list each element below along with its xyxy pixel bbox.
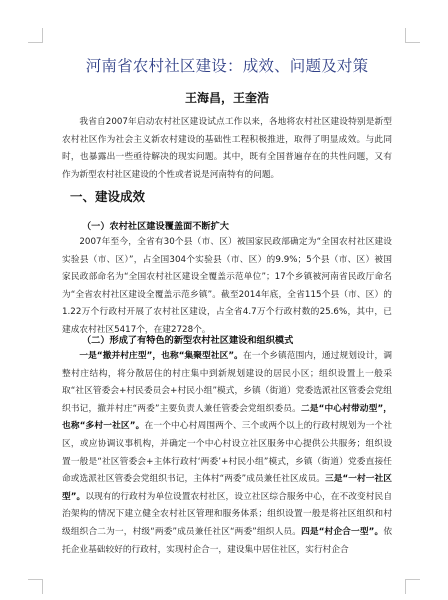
- paragraph-models: [62, 348, 392, 559]
- model-1-text: 在一个乡镇范围内，通过规划设计，调整村庄结构，将分散居住的村庄集中到新规划建设的居民小区；组织设置上一般采取“社区管委会+村民委员会+村民小组”模式，乡镇（街道）党委选派社区管委会党组织书记，撤并村庄“两委”主要负责人兼任管委会党组织委员。: [62, 351, 393, 414]
- document-title: 河南省农村社区建设：成效、问题及对策: [85, 57, 369, 75]
- model-3-label: 三是“一村一社区型”。: [62, 474, 392, 502]
- model-2-label: 二是“中心村带动型”，也称“多村一社区”。: [62, 403, 392, 432]
- page-corner-mark-bottom-left: [28, 579, 43, 594]
- page-corner-mark-bottom-right: [405, 579, 420, 594]
- paragraph-coverage: 2007年至今，全省有30个县（市、区）被国家民政部确定为“全国农村社区建设实验县（市、区）”，占全国304个实验县（市、区）的9.9%；5个县（市、区）被国家民政部命名为“全国农村社区建设全覆盖示范单位”；17个乡镇被河南省民政厅命名为“全省农村社区建设全覆盖示范乡镇”。截至2014年底，全省115个县（市、区）的1.22万个行政村开展了农村社区建设，占全省4.7万个行政村数的25.6%，其中，已建成农村社区5417个，在建2728个。: [62, 237, 392, 335]
- subsection-heading-2: （二）形成了有特色的新型农村社区建设和组织模式: [82, 335, 294, 346]
- model-1-label: 一是“撤并村庄型”，也称“集聚型社区”。: [79, 351, 243, 361]
- model-2-text: 在一个中心村周围两个、三个或两个以上的行政村规划为一个社区，或应协调议事机构，并确定一个中心村设立社区服务中心提供公共服务；组织设置一般是“社区管委会+主体行政村‘两委’+村民小组”模式，乡镇（街道）党委直接任命或选派社区管委会党组织书记，主体村“两委”成员兼任社区成员。: [62, 421, 393, 485]
- author-line: 王海昌，王奎浩: [184, 91, 269, 105]
- page-corner-mark-top-left: [28, 28, 43, 43]
- section-heading-1: 一、建设成效: [70, 189, 146, 204]
- model-3-text: 以现有的行政村为单位设置农村社区，设立社区综合服务中心，在不改变村民自治架构的情况下建立健全农村社区管理和服务体系；组织设置一般是将社区组织和村级组织合二为一，村级“两委”成员兼任社区“两委”组织人员。: [62, 491, 393, 537]
- page-corner-mark-top-right: [405, 28, 420, 43]
- subsection-heading-1: （一）农村社区建设覆盖面不断扩大: [82, 221, 229, 232]
- model-4-text: 依托企业基础较好的行政村，实现村企合一，建设集中居住社区，实行村企合: [62, 526, 392, 555]
- model-4-label: 四是“村企合一型”。: [301, 526, 384, 537]
- abstract-paragraph: 我省自2007年启动农村社区建设试点工作以来，各地将农村社区建设特别是新型农村社区作为社会主义新农村建设的基础性工程积极推进，取得了明显成效。与此同时，也暴露出一些亟待解决的现实问题。其中，既有全国普遍存在的共性问题，又有作为新型农村社区建设的个性或者说是河南特有的问题。: [62, 117, 392, 180]
